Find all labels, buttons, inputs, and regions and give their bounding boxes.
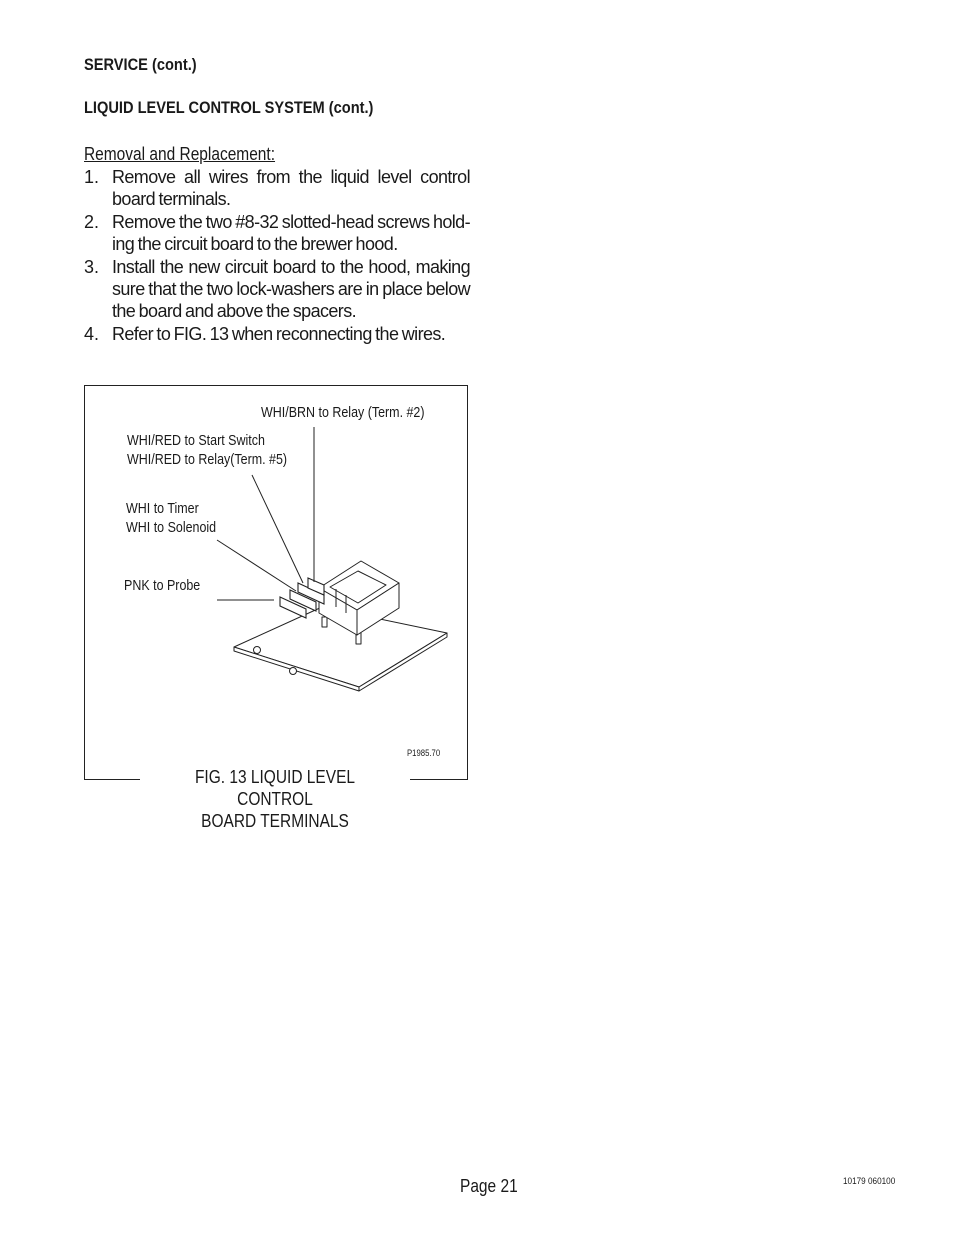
list-item: 4. Refer to FIG. 13 when reconnecting the wires. bbox=[84, 323, 446, 344]
mounting-hole bbox=[254, 647, 261, 654]
leader-line bbox=[217, 540, 296, 591]
procedure-title: Removal and Replacement: bbox=[84, 144, 276, 164]
procedure-steps bbox=[84, 166, 470, 345]
list-item: 1. Remove all wires from the liquid level control board terminals. bbox=[84, 167, 470, 210]
callout-pnk-probe: PNK to Probe bbox=[124, 578, 201, 594]
callout-whi-solenoid: WHI to Solenoid bbox=[126, 520, 217, 536]
section-heading: SERVICE (cont.) bbox=[84, 55, 197, 74]
callout-whi-red-start: WHI/RED to Start Switch bbox=[127, 433, 265, 449]
list-item: 2. Remove the two #8-32 slotted-head screws hold-ing the circuit board to the brewer hood. bbox=[84, 211, 470, 255]
callout-whi-red-relay: WHI/RED to Relay(Term. #5) bbox=[127, 452, 288, 468]
callout-whi-timer: WHI to Timer bbox=[126, 501, 199, 517]
leader-line bbox=[252, 475, 303, 583]
list-item: 3. Install the new circuit board to the hood, making sure that the two lock-washers are in place below the board and above the spacers. bbox=[84, 256, 470, 322]
document-number: 10179 060100 bbox=[843, 1176, 896, 1187]
callout-whi-brn: WHI/BRN to Relay (Term. #2) bbox=[261, 405, 425, 421]
mounting-hole bbox=[290, 668, 297, 675]
part-number: P1985.70 bbox=[407, 748, 441, 758]
figure-caption: FIG. 13 LIQUID LEVEL CONTROL BOARD TERMINALS bbox=[194, 767, 356, 831]
page-number: Page 21 bbox=[460, 1176, 518, 1196]
subsection-heading: LIQUID LEVEL CONTROL SYSTEM (cont.) bbox=[84, 98, 374, 117]
